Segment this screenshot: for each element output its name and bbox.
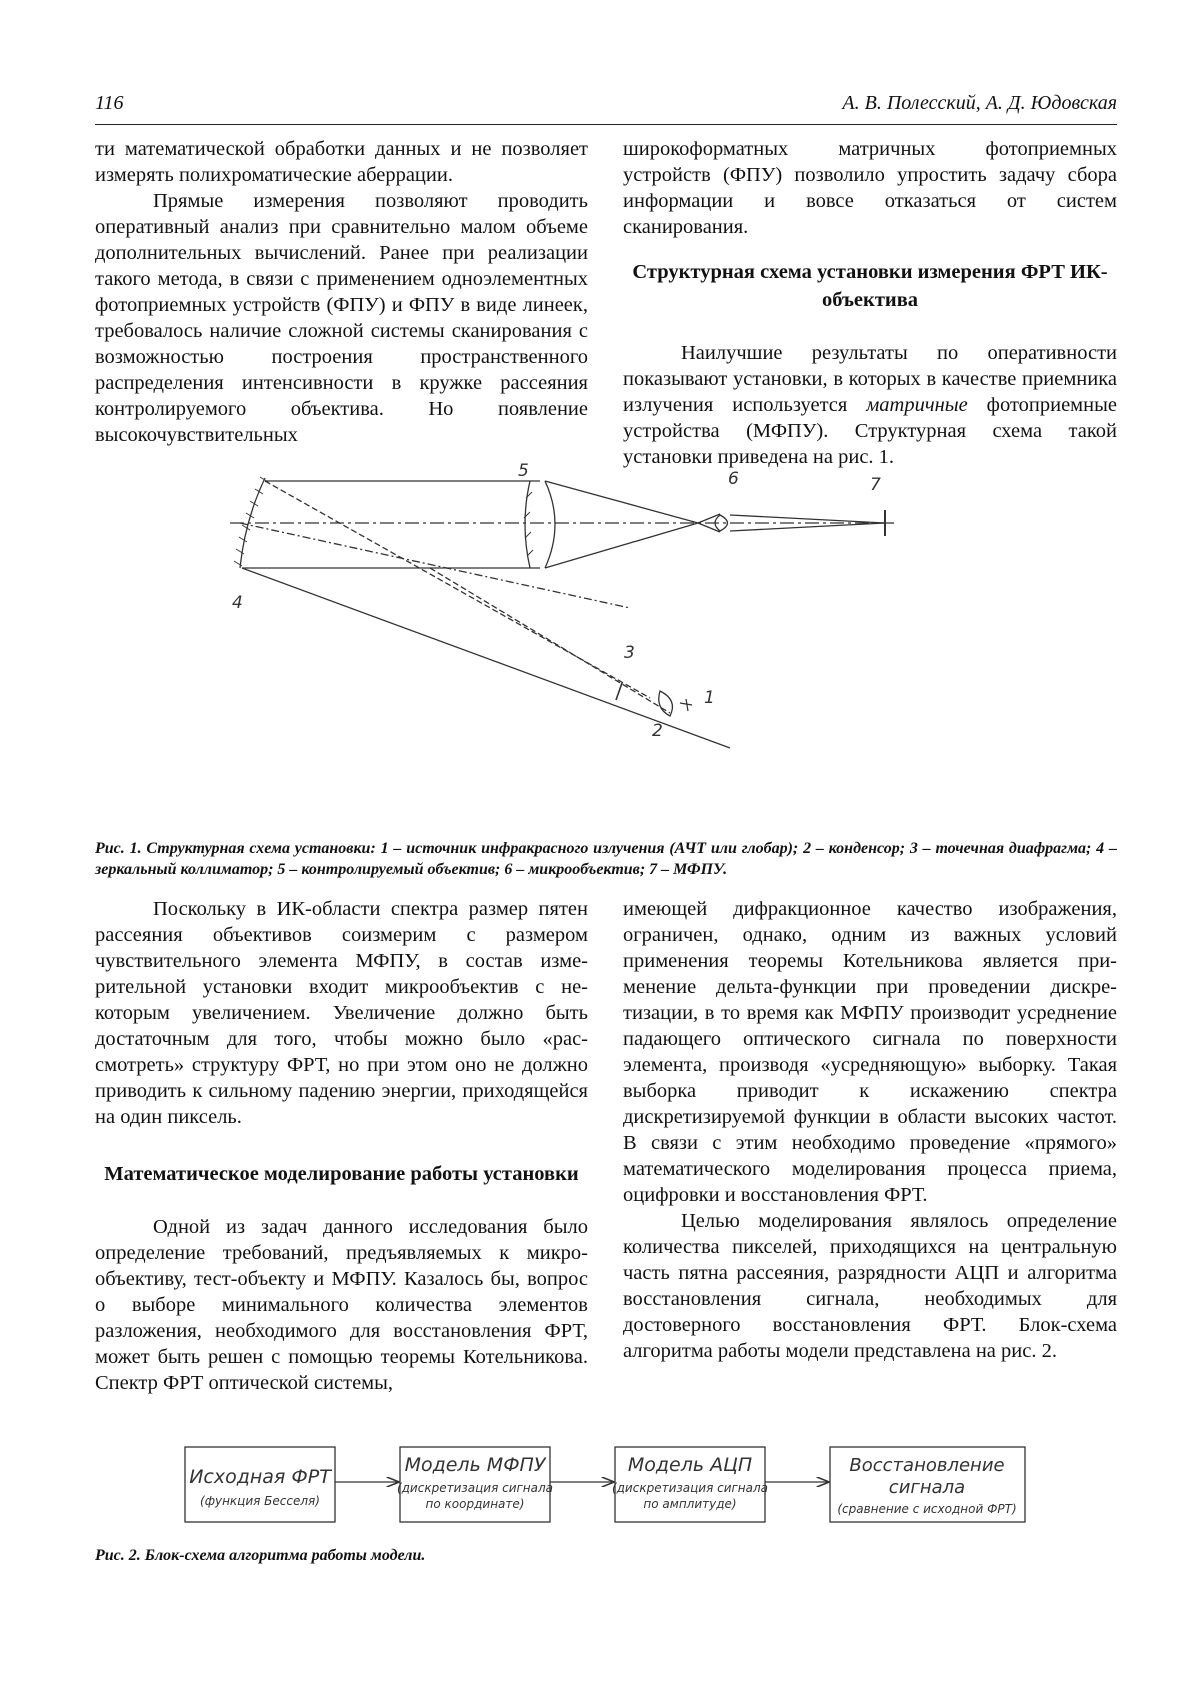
label-4: 4 <box>232 593 243 613</box>
block-2-sub1: (дискретизация сигнала <box>396 1481 554 1495</box>
figure-1-caption: Рис. 1. Структурная схема установки: 1 – источник инфракрасного излучения (АЧТ или глобар); 2 – конденсор; 3 – точечная диафрагма; 4 – зеркальный коллиматор; 5 – контролируемый объектив; 6 – микрообъектив; 7 – МФПУ. <box>95 840 1117 878</box>
label-3: 3 <box>624 643 635 663</box>
ir-source <box>680 699 692 711</box>
block-4-title: Восстановление <box>849 1455 1005 1476</box>
block-1-title: Исходная ФРТ <box>189 1466 331 1488</box>
label-2: 2 <box>652 721 663 741</box>
block-2-title: Модель МФПУ <box>404 1454 546 1476</box>
section-heading: Структурная схема установки измерения ФРТ ИК-объектива <box>632 261 1108 311</box>
block-3-sub1: (дискретизация сигнала <box>611 1481 769 1495</box>
text-run: фотоприемные устройства (МФПУ). Структурная схема такой установки приведена на рис. 1. <box>623 394 1117 468</box>
section-heading: Математическое моделирование работы установки <box>104 1163 579 1185</box>
ray-to-focus-upper <box>545 481 698 523</box>
page-number: 116 <box>95 92 124 114</box>
label-1: 1 <box>704 688 715 708</box>
condenser <box>659 691 673 716</box>
label-5: 5 <box>518 461 529 481</box>
block-1-sub: (функция Бесселя) <box>200 1494 320 1508</box>
label-6: 6 <box>728 469 739 489</box>
running-header <box>95 92 1117 125</box>
ray-axis-oblique <box>240 523 630 608</box>
text-run: Наилучшие результаты по оперативности показывают установки, в которых в качестве приемника излучения используется <box>623 342 1117 416</box>
block-4-title2: сигнала <box>888 1477 966 1498</box>
figure-2-caption: Рис. 2. Блок-схема алгоритма работы модели. <box>95 1547 426 1564</box>
ray-to-focus-lower <box>545 523 698 568</box>
paragraph: Поскольку в ИК-области спектра размер пятен рассеяния объективов соизмерим с размером чувствительного элемента МФПУ, в состав измерительной установки входит микрообъектив с некоторым увеличением. Увеличение должно быть достаточным для того, чтобы можно было «рассмотреть» структуру ФРТ, но при этом оно не должно приводить к сильному падению энергии, приходящейся на один пиксель. <box>95 898 588 1128</box>
label-7: 7 <box>870 475 881 495</box>
header-authors: А. В. Полесский, А. Д. Юдовская <box>842 92 1117 114</box>
paragraph: ти математической обработки данных и не позволяет измерять полихроматические аберрации. <box>95 138 588 186</box>
paragraph: Прямые измерения позволяют проводить оперативный анализ при сравнительно малом объеме дополнительных вычислений. Ранее при реализации такого метода, в связи с применением одноэлементных фотоприемных устройств (ФПУ) и ФПУ в виде линеек, требовалось наличие сложной системы сканирования с возможностью построения пространственного распределения интенсивности в кружке рассеяния контролируемого объектива. Но появление высокочувствительных <box>95 190 588 446</box>
paragraph: Одной из задач данного исследования было определение требований, предъявляемых к микрообъективу, тест-объекту и МФПУ. Казалось бы, вопрос о выборе минимального количества элементов разложения, необходимого для восстановления ФРТ, может быть решен с помощью теоремы Котельникова. Спектр ФРТ оптической системы, <box>95 1216 588 1394</box>
block-2-sub2: по координате) <box>425 1497 525 1511</box>
lens-5-right <box>545 481 555 568</box>
figure-2-block-diagram <box>185 1437 1030 1532</box>
figure-1-optical-scheme <box>230 461 990 818</box>
paragraph: Целью моделирования являлось определение количества пикселей, приходящихся на центральную часть пятна рассеяния, разрядности АЦП и алгоритма восстановления сигнала, необходимых для достоверного восстановления ФРТ. Блок-схема алгоритма работы модели представлена на рис. 2. <box>623 1210 1117 1362</box>
paragraph: широкоформатных матричных фотоприемных устройств (ФПУ) позволило упростить задачу сбора информации и вовсе отказаться от систем сканирования. <box>623 138 1117 238</box>
column-4 <box>623 896 1117 1364</box>
emphasis: матричные <box>866 394 968 416</box>
column-3 <box>95 896 588 1396</box>
point-diaphragm <box>616 683 622 700</box>
ray-to-source-3 <box>430 568 670 713</box>
column-1 <box>95 136 588 448</box>
block-3-title: Модель АЦП <box>627 1454 753 1476</box>
block-4-sub: (сравнение с исходной ФРТ) <box>837 1502 1017 1516</box>
column-2 <box>623 136 1117 470</box>
paragraph <box>623 340 1117 470</box>
block-3-sub2: по амплитуде) <box>643 1497 737 1511</box>
paragraph: имеющей дифракционное качество изображения, ограничен, однако, одним из важных условий применения теоремы Котельникова является применение дельта-функции при проведении дискретизации, в то время как МФПУ производит усреднение падающего оптического сигнала по поверхности элемента, производя «усредняющую» выборку. Такая выборка приводит к искажению спектра дискретизируемой функции в области высоких частот. В связи с этим необходимо проведение «прямого» математического моделирования процесса приема, оцифровки и восстановления ФРТ. <box>623 898 1117 1206</box>
